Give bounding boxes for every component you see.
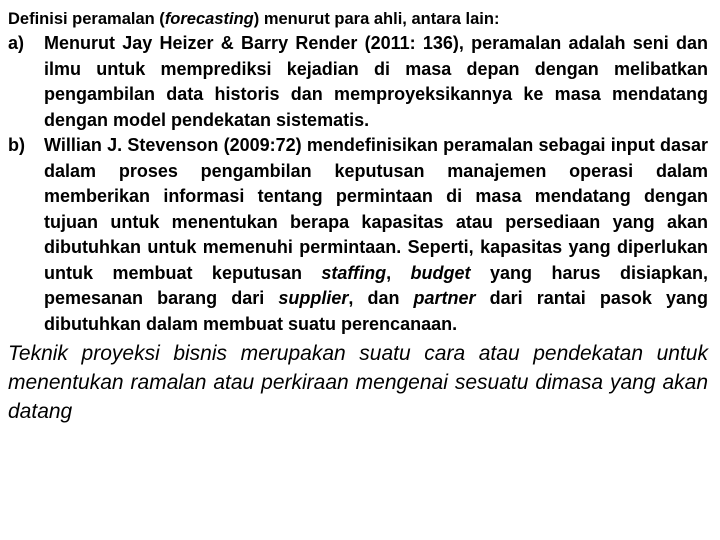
heading-suffix: ) menurut para ahli, antara lain: (253, 10, 500, 28)
definition-item-b (8, 133, 708, 337)
list-marker-b: b) (8, 135, 25, 155)
italic-term: budget (410, 262, 471, 283)
text-segment: Willian J. Stevenson (2009:72) mendefinisikan peramalan sebagai input dasar dalam proses pengambilan keputusan manajemen operasi dalam memberikan informasi tentang permintaan di masa mendatang dengan tujuan untuk menentukan berapa kapasitas atau persediaan yang akan dibutuhkan untuk memenuhi permintaan. Seperti, kapasitas yang diperlukan untuk membuat keputusan (44, 135, 708, 283)
definition-item-a (8, 31, 708, 133)
italic-term: staffing (321, 262, 387, 283)
footer-text: Teknik proyeksi bisnis merupakan suatu cara atau pendekatan untuk menentukan ramalan atau perkiraan mengenai sesuatu dimasa yang akan datang (8, 342, 708, 423)
italic-term: partner (413, 288, 476, 308)
business-projection-statement (8, 339, 708, 426)
heading-prefix: Definisi peramalan ( (8, 10, 165, 28)
heading-italic-term: forecasting (164, 10, 254, 28)
document-page (8, 8, 708, 447)
italic-term: supplier (278, 288, 349, 308)
definition-list (8, 31, 708, 337)
text-segment: , dan (348, 288, 414, 308)
text-segment: , (386, 262, 411, 283)
definition-heading (8, 8, 708, 30)
text-segment: Menurut Jay Heizer & Barry Render (2011: 136), peramalan adalah seni dan ilmu untuk memprediksi kejadian di masa depan dengan melibatkan pengambilan data historis dan memproyeksikannya ke masa mendatang dengan model pendekatan sistematis. (44, 33, 708, 130)
list-marker-a: a) (8, 33, 25, 53)
text-segment: dari rantai pasok yang dibutuhkan dalam membuat suatu perencanaan. (44, 288, 708, 334)
definition-text-b (44, 135, 708, 334)
text-segment: yang harus disiapkan, pemesanan barang dari (44, 262, 708, 308)
definition-text-a (44, 33, 708, 130)
